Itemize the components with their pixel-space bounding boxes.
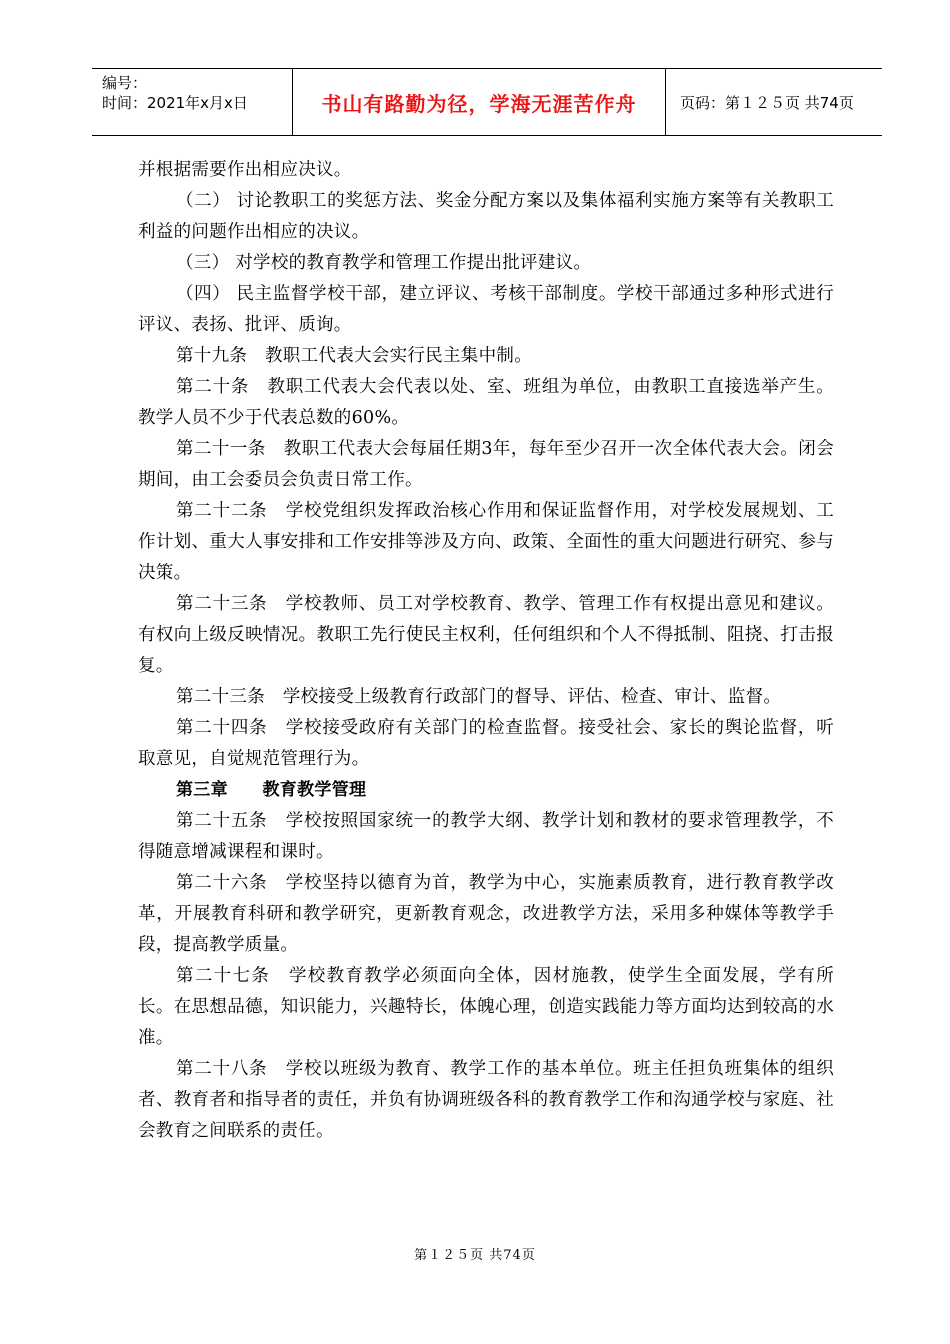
- paragraph: 第二十三条 学校接受上级教育行政部门的督导、评估、检查、审计、监督。: [176, 687, 782, 707]
- paragraph: 第二十四条 学校接受政府有关部门的检查监督。接受社会、家长的舆论监督，听取意见，自觉规范管理行为。: [138, 718, 834, 769]
- paragraph: 并根据需要作出相应决议。: [138, 160, 352, 180]
- page-header: [92, 68, 882, 136]
- header-motto-cell: [292, 69, 666, 135]
- paragraph: 第二十条 教职工代表大会代表以处、室、班组为单位，由教职工直接选举产生。教学人员不少于代表总数的60%。: [138, 377, 834, 428]
- paragraph: 第十九条 教职工代表大会实行民主集中制。: [176, 346, 532, 366]
- paragraph: 第二十八条 学校以班级为教育、教学工作的基本单位。班主任担负班集体的组织者、教育者和指导者的责任，并负有协调班级各科的教育教学工作和沟通学校与家庭、社会教育之间联系的责任。: [138, 1059, 834, 1141]
- serial-number-label: 编号：: [102, 74, 148, 92]
- paragraph: （三） 对学校的教育教学和管理工作提出批评建议。: [176, 253, 592, 273]
- paragraph: 第二十三条 学校教师、员工对学校教育、教学、管理工作有权提出意见和建议。有权向上级反映情况。教职工先行使民主权利，任何组织和个人不得抵制、阻挠、打击报复。: [138, 594, 834, 676]
- time-label: 时间：2021年x月x日: [102, 94, 248, 112]
- paragraph: 第二十五条 学校按照国家统一的教学大纲、教学计划和教材的要求管理教学，不得随意增减课程和课时。: [138, 811, 834, 862]
- header-meta: [92, 69, 292, 135]
- paragraph: （二） 讨论教职工的奖惩方法、奖金分配方案以及集体福利实施方案等有关教职工利益的问题作出相应的决议。: [138, 191, 834, 242]
- paragraph: 第二十一条 教职工代表大会每届任期3年，每年至少召开一次全体代表大会。闭会期间，由工会委员会负责日常工作。: [138, 439, 834, 490]
- paragraph: （四） 民主监督学校干部，建立评议、考核干部制度。学校干部通过多种形式进行评议、表扬、批评、质询。: [138, 284, 834, 335]
- header-page-code-cell: [666, 69, 882, 135]
- document-body: [138, 155, 834, 1147]
- paragraph: 第二十七条 学校教育教学必须面向全体，因材施教，使学生全面发展，学有所长。在思想品德，知识能力，兴趣特长，体魄心理，创造实践能力等方面均达到较高的水准。: [138, 966, 834, 1048]
- paragraph: 第二十二条 学校党组织发挥政治核心作用和保证监督作用，对学校发展规划、工作计划、重大人事安排和工作安排等涉及方向、政策、全面性的重大问题进行研究、参与决策。: [138, 501, 834, 583]
- page-footer: 第１２５页 共74页: [414, 1248, 536, 1263]
- header-motto: 书山有路勤为径，学海无涯苦作舟: [321, 91, 637, 116]
- chapter-heading: 第三章 教育教学管理: [176, 780, 367, 800]
- header-page-code: 页码：第１２５页 共74页: [680, 93, 854, 112]
- paragraph: 第二十六条 学校坚持以德育为首，教学为中心，实施素质教育，进行教育教学改革，开展教育科研和教学研究，更新教育观念，改进教学方法，采用多种媒体等教学手段，提高教学质量。: [138, 873, 834, 955]
